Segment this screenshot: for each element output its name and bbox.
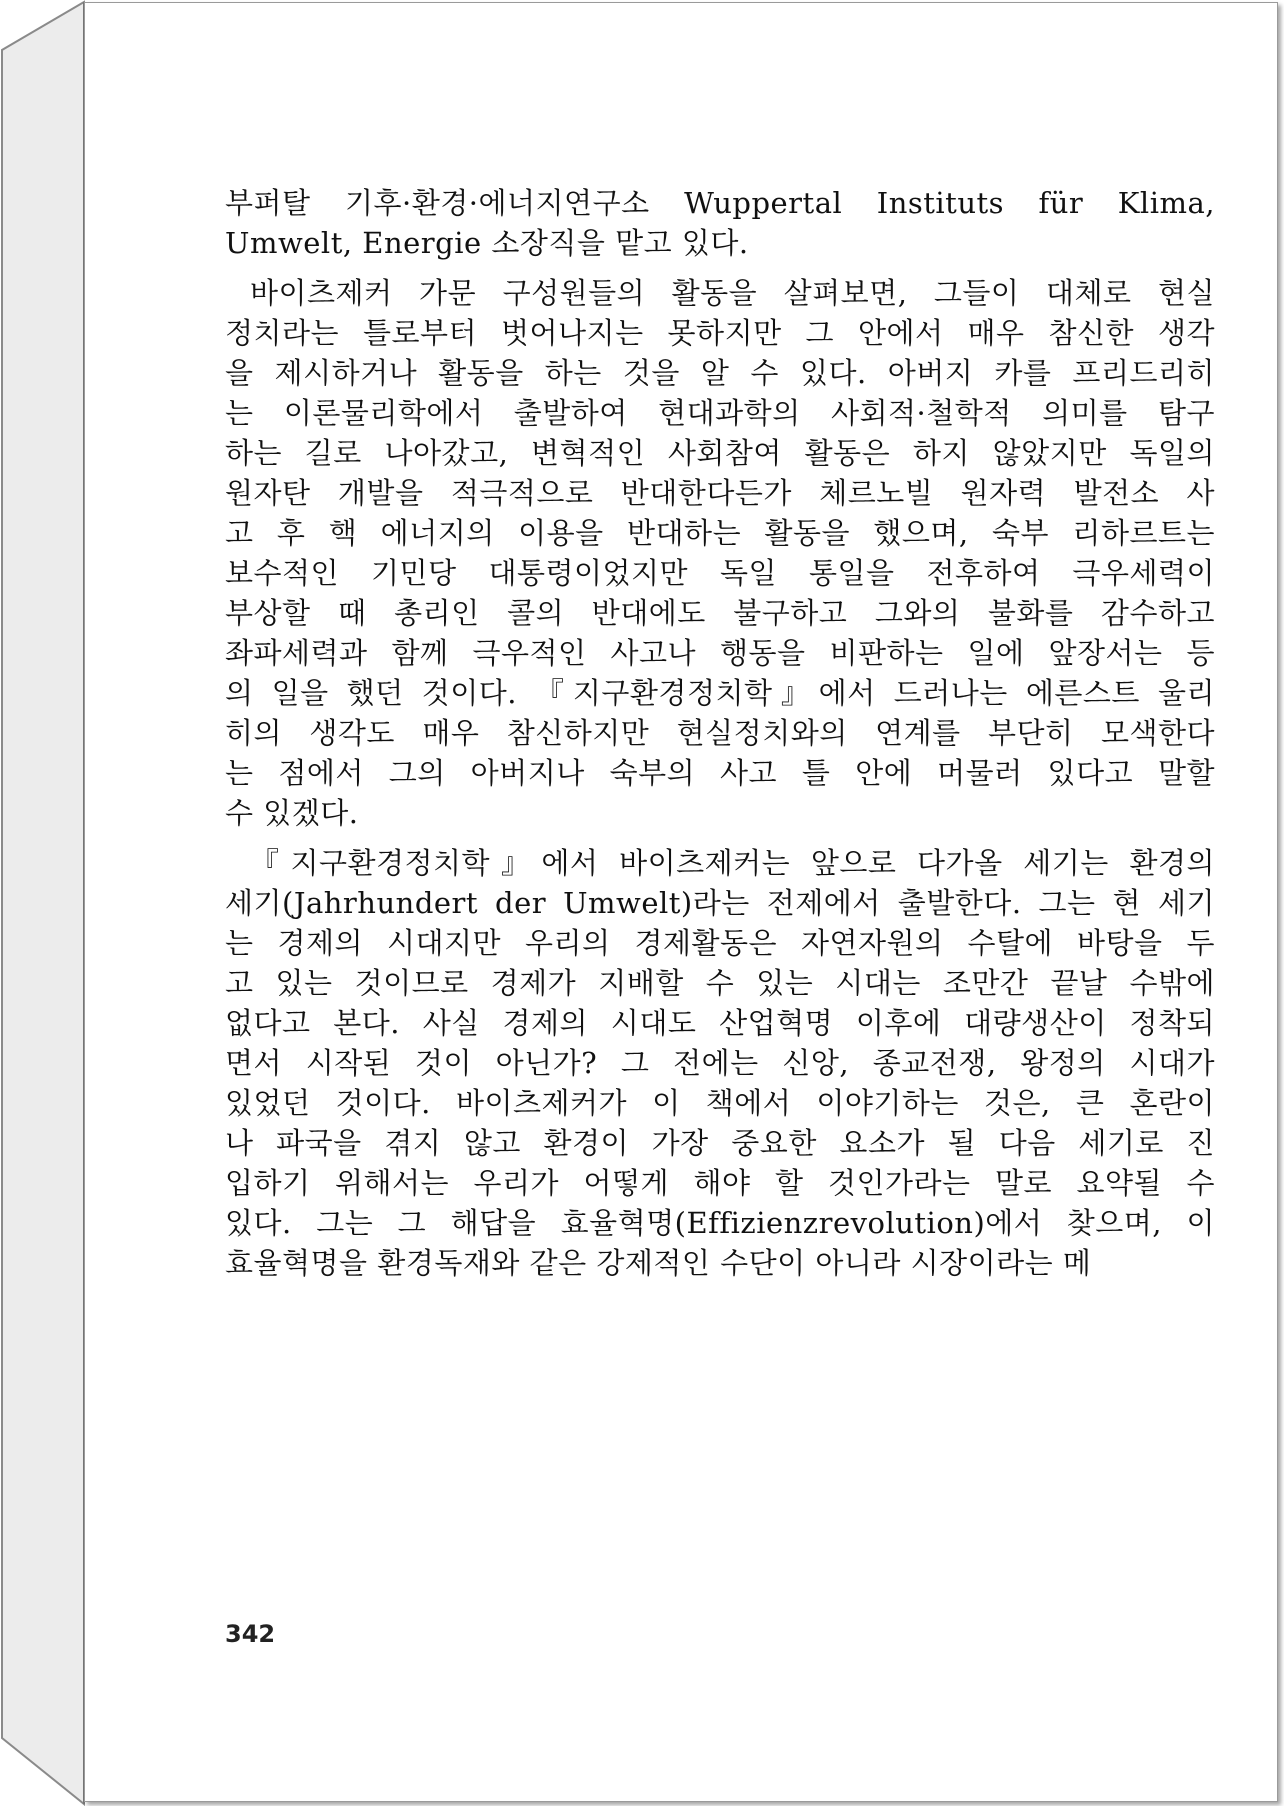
text-line: 는 점에서 그의 아버지나 숙부의 사고 틀 안에 머물러 있다고 말할 xyxy=(225,756,1215,790)
text-line: 나 파국을 겪지 않고 환경이 가장 중요한 요소가 될 다음 세기로 진 xyxy=(225,1126,1215,1160)
text-line: 없다고 본다. 사실 경제의 시대도 산업혁명 이후에 대량생산이 정착되 xyxy=(225,1006,1215,1040)
text-line: 원자탄 개발을 적극적으로 반대한다든가 체르노빌 원자력 발전소 사 xyxy=(225,476,1215,510)
text-line: 을 제시하거나 활동을 하는 것을 알 수 있다. 아버지 카를 프리드리히 xyxy=(225,356,1215,390)
paragraph-gap xyxy=(225,833,1215,843)
text-line: 고 있는 것이므로 경제가 지배할 수 있는 시대는 조만간 끝날 수밖에 xyxy=(225,966,1215,1000)
book-page xyxy=(84,2,1278,1802)
text-line: 는 이론물리학에서 출발하여 현대과학의 사회적·철학적 의미를 탐구 xyxy=(225,396,1215,430)
text-line: 면서 시작된 것이 아닌가? 그 전에는 신앙, 종교전쟁, 왕정의 시대가 xyxy=(225,1046,1215,1080)
book-spine xyxy=(0,0,88,1806)
text-line: 고 후 핵 에너지의 이용을 반대하는 활동을 했으며, 숙부 리하르트는 xyxy=(225,516,1215,550)
text-line: 수 있겠다. xyxy=(225,796,359,830)
text-line: 정치라는 틀로부터 벗어나지는 못하지만 그 안에서 매우 참신한 생각 xyxy=(225,316,1215,350)
text-line: 는 경제의 시대지만 우리의 경제활동은 자연자원의 수탈에 바탕을 두 xyxy=(225,926,1215,960)
text-line: 부퍼탈 기후·환경·에너지연구소 Wuppertal Instituts für Klima, xyxy=(225,186,1215,220)
paragraph-gap xyxy=(225,263,1215,273)
text-line: 의 일을 했던 것이다. 『지구환경정치학』에서 드러나는 에른스트 울리 xyxy=(225,676,1215,710)
text-line: 히의 생각도 매우 참신하지만 현실정치와의 연계를 부단히 모색한다 xyxy=(225,716,1215,750)
text-line: 있었던 것이다. 바이츠제커가 이 책에서 이야기하는 것은, 큰 혼란이 xyxy=(225,1086,1215,1120)
text-line: 세기(Jahrhundert der Umwelt)라는 전제에서 출발한다. 그는 현 세기 xyxy=(225,886,1215,920)
page-number: 342 xyxy=(225,1620,276,1648)
body-text xyxy=(225,183,1215,1283)
text-line: 좌파세력과 함께 극우적인 사고나 행동을 비판하는 일에 앞장서는 등 xyxy=(225,636,1215,670)
text-line: 바이츠제커 가문 구성원들의 활동을 살펴보면, 그들이 대체로 현실 xyxy=(250,276,1215,310)
text-line: 부상할 때 총리인 콜의 반대에도 불구하고 그와의 불화를 감수하고 xyxy=(225,596,1215,630)
text-line: Umwelt, Energie 소장직을 맡고 있다. xyxy=(225,226,749,260)
text-line: 하는 길로 나아갔고, 변혁적인 사회참여 활동은 하지 않았지만 독일의 xyxy=(225,436,1215,470)
text-line: 효율혁명을 환경독재와 같은 강제적인 수단이 아니라 시장이라는 메 xyxy=(225,1246,1092,1280)
text-line: 있다. 그는 그 해답을 효율혁명(Effizienzrevolution)에서 찾으며, 이 xyxy=(225,1206,1215,1240)
text-line: 입하기 위해서는 우리가 어떻게 해야 할 것인가라는 말로 요약될 수 xyxy=(225,1166,1215,1200)
text-line: 『지구환경정치학』에서 바이츠제커는 앞으로 다가올 세기는 환경의 xyxy=(250,846,1215,880)
text-line: 보수적인 기민당 대통령이었지만 독일 통일을 전후하여 극우세력이 xyxy=(225,556,1215,590)
